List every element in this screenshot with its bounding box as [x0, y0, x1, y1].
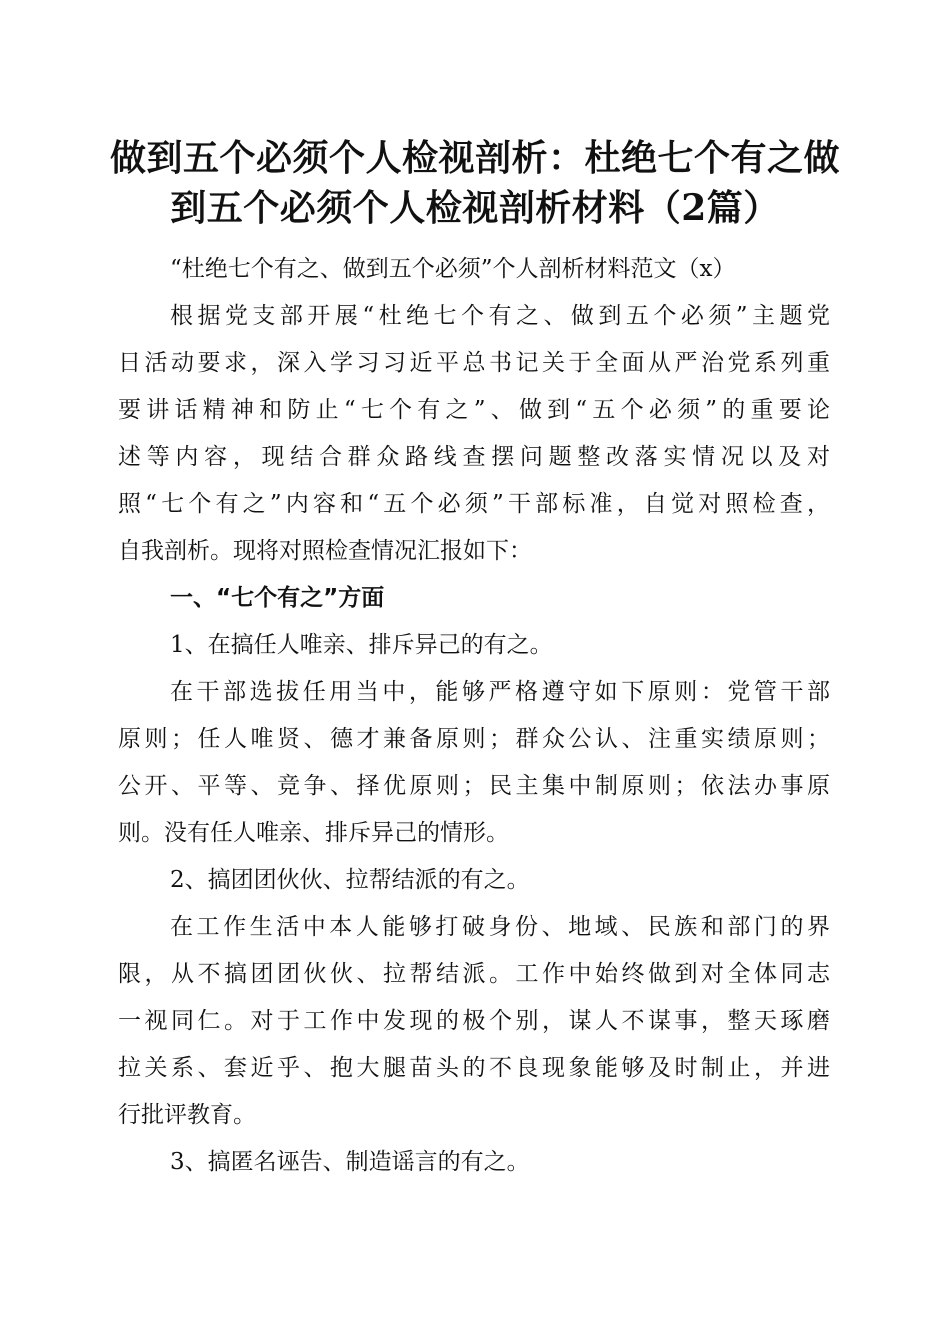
text-line: “杜绝七个有之、做到五个必须”个人剖析材料范文（x）	[170, 256, 736, 282]
item-heading-2	[118, 857, 830, 904]
text-line: 公开、平等、竞争、择优原则；民主集中制原则；依法办事原	[118, 773, 830, 799]
text-line: 2、搞团团伙伙、拉帮结派的有之。	[170, 867, 530, 893]
subtitle-paragraph	[118, 246, 830, 293]
text-line: 限，从不搞团团伙伙、拉帮结派。工作中始终做到对全体同志	[118, 961, 830, 987]
title-line-2: 到五个必须个人检视剖析材料（2篇）	[170, 187, 780, 229]
item-heading-3	[118, 1139, 830, 1186]
text-line: 在工作生活中本人能够打破身份、地域、民族和部门的界	[170, 914, 830, 940]
item-heading-1	[118, 622, 830, 669]
heading-text: 一、“七个有之”方面	[170, 585, 385, 611]
title-line-1: 做到五个必须个人检视剖析：杜绝七个有之做	[109, 137, 840, 179]
item-body-1	[118, 669, 830, 857]
text-line: 根据党支部开展“杜绝七个有之、做到五个必须”主题党	[170, 303, 830, 329]
text-line: 一视同仁。对于工作中发现的极个别，谋人不谋事，整天琢磨	[118, 1008, 830, 1034]
text-line: 照“七个有之”内容和“五个必须”干部标准，自觉对照检查，	[118, 491, 830, 517]
text-line: 在干部选拔任用当中，能够严格遵守如下原则：党管干部	[170, 679, 830, 705]
text-line: 述等内容，现结合群众路线查摆问题整改落实情况以及对	[118, 444, 830, 470]
text-line: 要讲话精神和防止“七个有之”、做到“五个必须”的重要论	[118, 397, 830, 423]
intro-paragraph	[118, 293, 830, 575]
document-title	[100, 133, 850, 233]
text-line: 3、搞匿名诬告、制造谣言的有之。	[170, 1149, 530, 1175]
text-line: 则。没有任人唯亲、排斥异己的情形。	[118, 820, 509, 846]
item-body-2	[118, 904, 830, 1139]
text-line: 自我剖析。现将对照检查情况汇报如下：	[118, 538, 532, 564]
text-line: 原则；任人唯贤、德才兼备原则；群众公认、注重实绩原则；	[118, 726, 830, 752]
text-line: 拉关系、套近乎、抱大腿苗头的不良现象能够及时制止，并进	[118, 1055, 830, 1081]
document-body	[118, 246, 830, 1186]
text-line: 日活动要求，深入学习习近平总书记关于全面从严治党系列重	[118, 350, 830, 376]
section-heading	[118, 575, 830, 622]
text-line: 行批评教育。	[118, 1102, 256, 1128]
text-line: 1、在搞任人唯亲、排斥异己的有之。	[170, 632, 553, 658]
